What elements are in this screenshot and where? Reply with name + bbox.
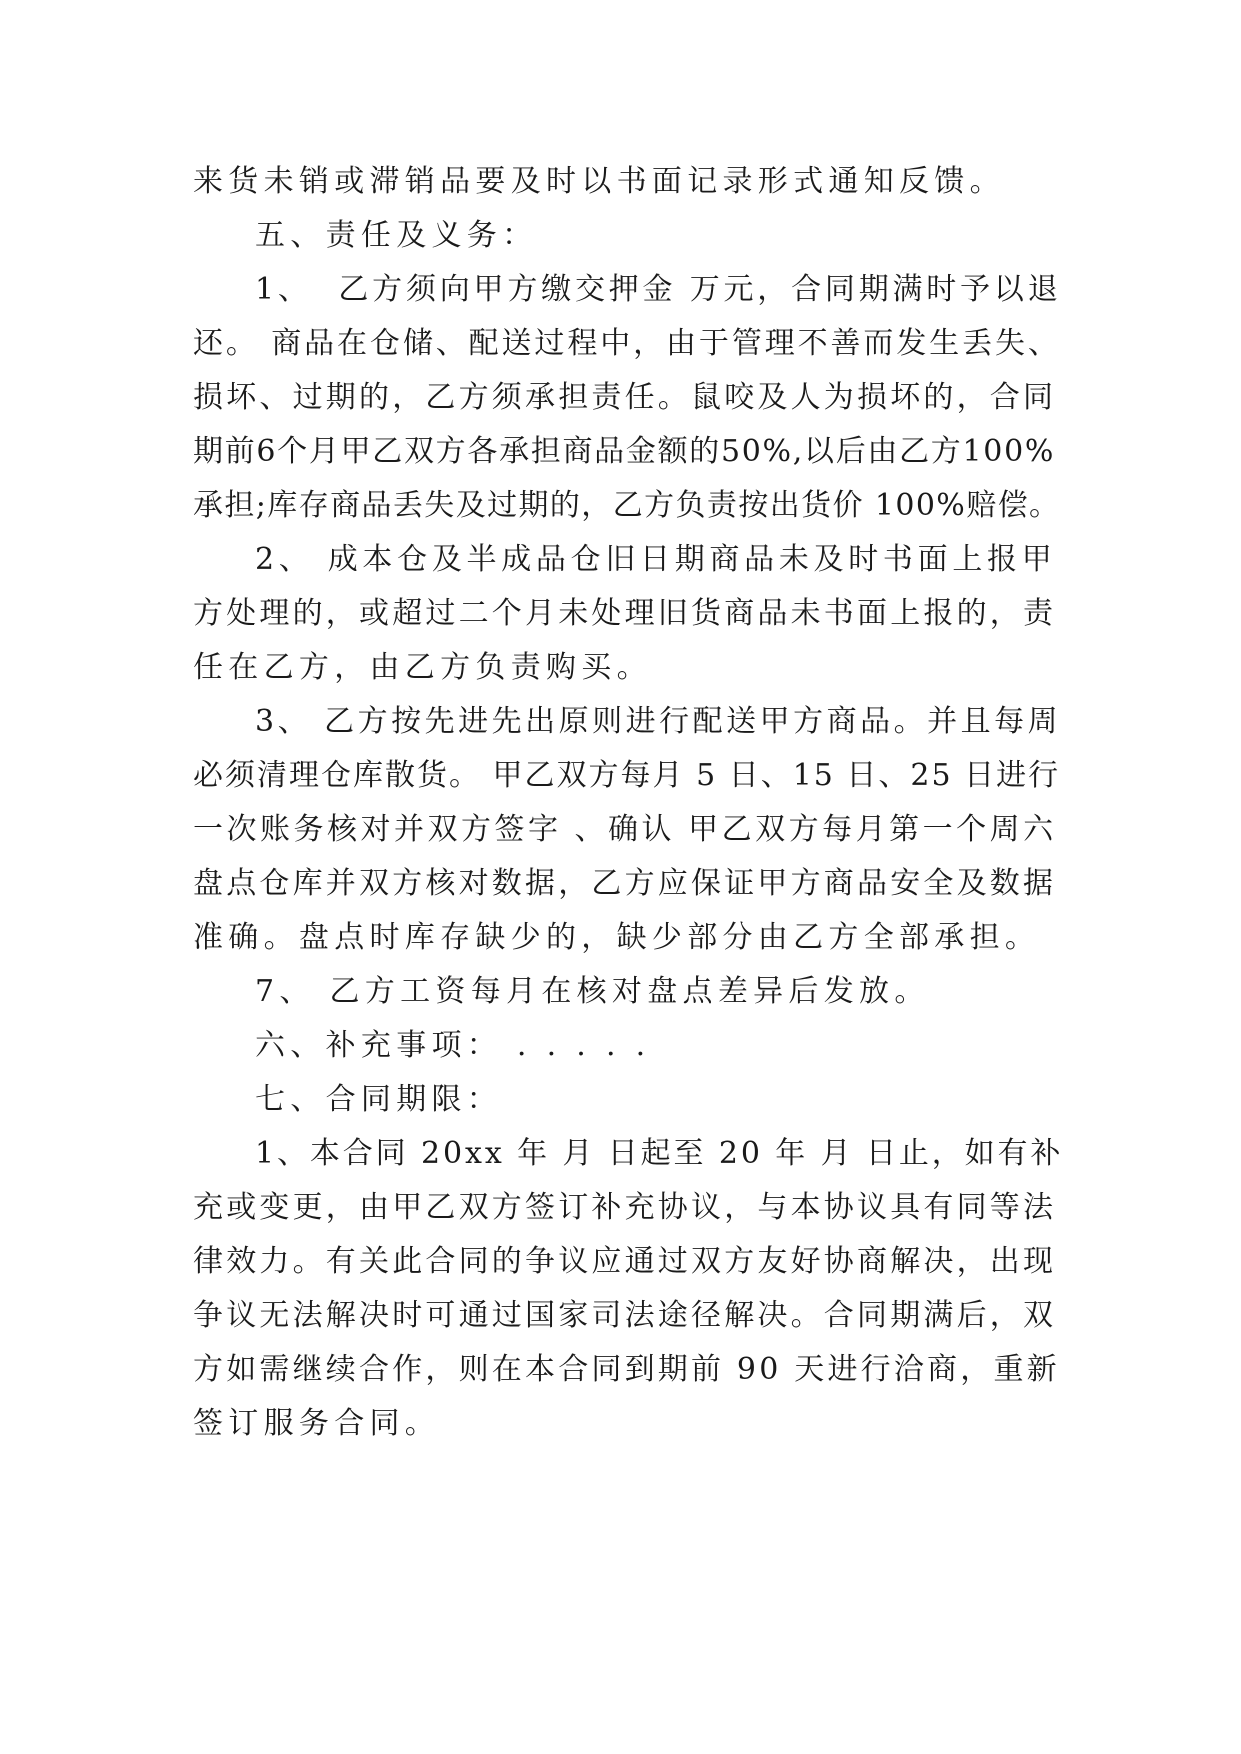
text-line: 签订服务合同。 (193, 1406, 441, 1441)
text-line: 3、 乙方按先进先出原则进行配送甲方商品。并且每周 (255, 704, 1062, 739)
text-line: 7、 乙方工资每月在核对盘点差异后发放。 (255, 974, 930, 1009)
text-line: 损坏、过期的，乙方须承担责任。鼠咬及人为损坏的，合同 (193, 380, 1057, 415)
text-line: 七、合同期限： (255, 1082, 503, 1117)
text-line: 1、 乙方须向甲方缴交押金 万元，合同期满时予以退 (255, 272, 1062, 307)
text-line: 五、责任及义务： (255, 218, 538, 253)
text-line: 六、补充事项： . . . . . (255, 1028, 651, 1063)
text-line: 方处理的，或超过二个月未处理旧货商品未书面上报的，责 (193, 596, 1057, 631)
text-line: 律效力。有关此合同的争议应通过双方友好协商解决，出现 (193, 1244, 1057, 1279)
text-line: 承担;库存商品丢失及过期的，乙方负责按出货价 100%赔偿。 (193, 488, 1061, 523)
text-line: 还。 商品在仓储、配送过程中，由于管理不善而发生丢失、 (193, 326, 1061, 361)
text-line: 充或变更，由甲乙双方签订补充协议，与本协议具有同等法 (193, 1190, 1057, 1225)
text-line: 一次账务核对并双方签字 、确认 甲乙双方每月第一个周六 (193, 812, 1057, 847)
text-line: 争议无法解决时可通过国家司法途径解决。合同期满后，双 (193, 1298, 1057, 1333)
text-line: 期前6个月甲乙双方各承担商品金额的50%,以后由乙方100% (193, 434, 1056, 469)
text-line: 任在乙方，由乙方负责购买。 (193, 650, 652, 685)
text-line: 准确。盘点时库存缺少的，缺少部分由乙方全部承担。 (193, 920, 1041, 955)
text-line: 2、 成本仓及半成品仓旧日期商品未及时书面上报甲 (255, 542, 1057, 577)
text-line: 1、本合同 20xx 年 月 日起至 20 年 月 日止，如有补 (255, 1136, 1064, 1171)
text-line: 来货未销或滞销品要及时以书面记录形式通知反馈。 (193, 164, 1005, 199)
contract-text-body (193, 155, 1063, 1451)
text-line: 盘点仓库并双方核对数据，乙方应保证甲方商品安全及数据 (193, 866, 1057, 901)
text-line: 方如需继续合作，则在本合同到期前 90 天进行洽商，重新 (193, 1352, 1060, 1387)
text-line: 必须清理仓库散货。 甲乙双方每月 5 日、15 日、25 日进行 (193, 758, 1061, 793)
